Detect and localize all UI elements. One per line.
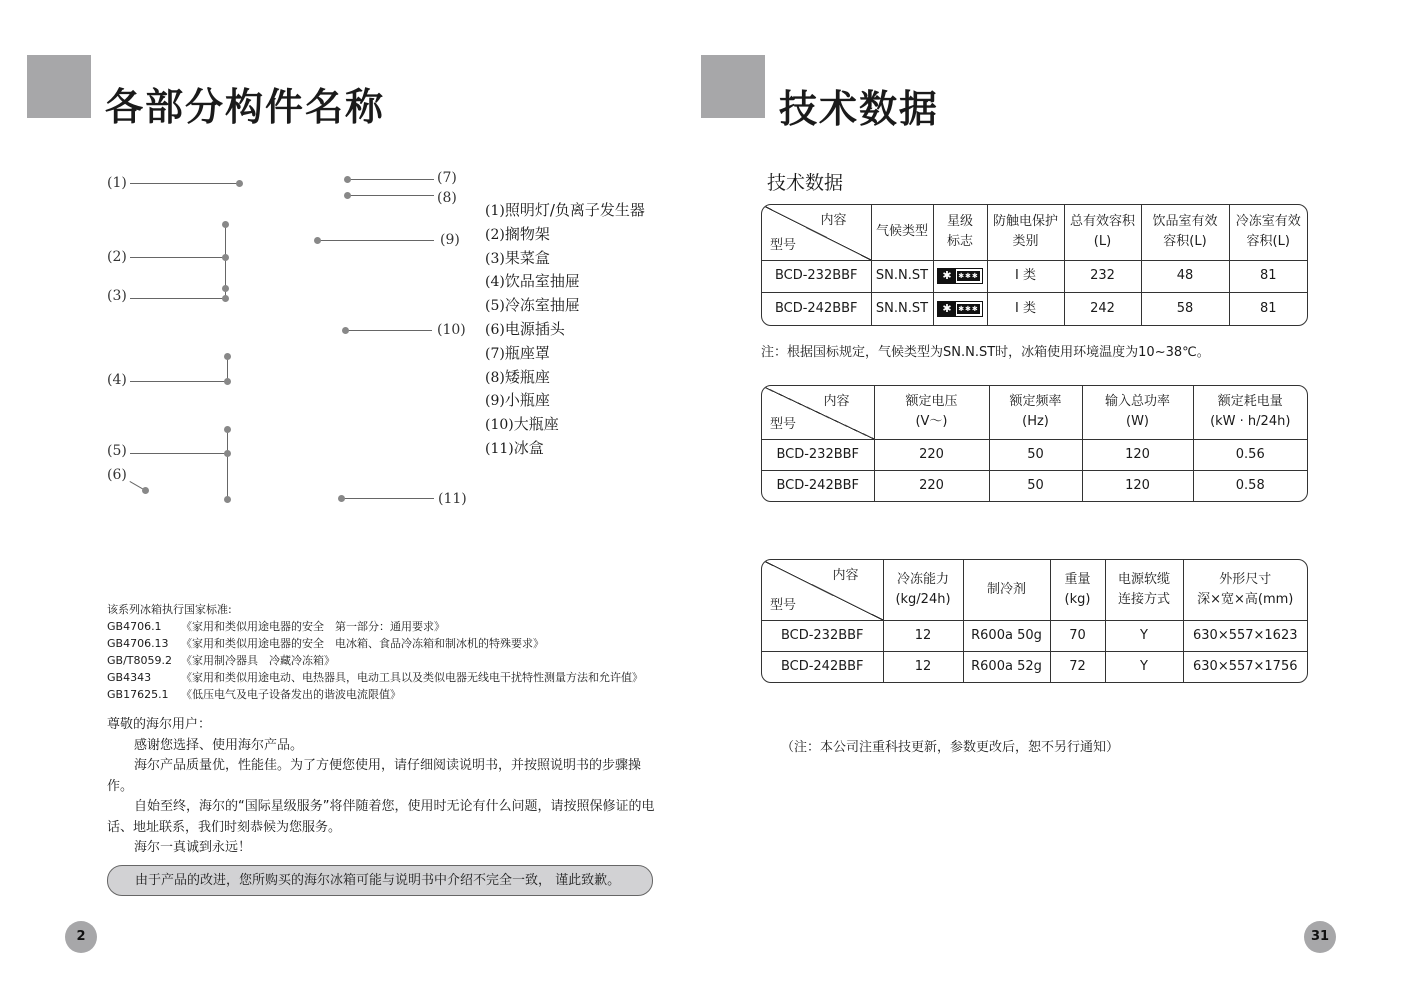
right-title-block <box>701 55 765 118</box>
table-cell: 50 <box>989 439 1082 470</box>
table-cell: 50 <box>989 470 1082 501</box>
table-cell: Ⅰ 类 <box>987 260 1064 293</box>
table-row <box>762 620 1307 651</box>
letter-paragraph: 海尔一真诚到永远！ <box>134 840 252 855</box>
table1-header: 星级 标志 <box>933 205 987 260</box>
diagram-label-7: (7) <box>437 170 457 186</box>
table-cell: 630×557×1623 <box>1183 620 1307 651</box>
table-cell: Ⅰ 类 <box>987 293 1064 325</box>
table-row <box>762 651 1307 682</box>
table-cell <box>933 260 987 293</box>
table-cell: 232 <box>1064 260 1141 293</box>
table2-header: 额定电压 (V～) <box>874 386 989 439</box>
model-cell: BCD-242BBF <box>762 651 883 682</box>
list-item: (8)矮瓶座 <box>485 367 550 386</box>
parts-list <box>485 199 645 461</box>
table-cell: R600a 50g <box>963 620 1050 651</box>
table2-header: 输入总功率 (W) <box>1082 386 1193 439</box>
table1-corner: 内容 型号 <box>762 205 871 260</box>
table-cell: 0.56 <box>1193 439 1307 470</box>
table-row <box>762 293 1307 325</box>
right-page-title: 技术数据 <box>779 87 940 131</box>
table-cell: 242 <box>1064 293 1141 325</box>
diagram-label-1: (1) <box>107 175 127 191</box>
list-item: (6)电源插头 <box>485 319 565 338</box>
climate-note: 注：根据国标规定，气候类型为SN.N.ST时，冰箱使用环境温度为10~38℃。 <box>761 345 1210 360</box>
list-item: (1)照明灯/负离子发生器 <box>485 201 645 219</box>
list-item: (3)果菜盒 <box>485 248 550 267</box>
star-rating-icon: ✱ ✱✱✱ <box>937 268 983 284</box>
letter-paragraph: 感谢您选择、使用海尔产品。 <box>134 737 304 753</box>
table-cell: 58 <box>1141 293 1229 325</box>
list-item: (10)大瓶座 <box>485 415 559 434</box>
diagram-label-4: (4) <box>107 372 127 388</box>
star-rating-icon: ✱ ✱✱✱ <box>937 301 983 317</box>
standard-row: GB4343 《家用和类似用途电动、电热器具，电动工具以及类似电器无线电干扰特性测量方法和允许值》 <box>107 671 643 684</box>
list-item: (7)瓶座罩 <box>485 343 550 362</box>
table3-header: 冷冻能力 (kg/24h) <box>883 560 963 620</box>
table1-header: 饮品室有效 容积(L) <box>1141 205 1229 260</box>
diagram-label-8: (8) <box>437 190 457 206</box>
table-cell: 120 <box>1082 439 1193 470</box>
diagram-label-3: (3) <box>107 288 127 304</box>
diagram-label-6: (6) <box>107 467 127 483</box>
table-cell <box>933 293 987 325</box>
spec-table-3 <box>761 559 1308 683</box>
standard-row: GB4706.1 《家用和类似用途电器的安全 第一部分：通用要求》 <box>107 620 445 633</box>
standard-row: GB17625.1 《低压电气及电子设备发出的谐波电流限值》 <box>107 688 401 701</box>
table-cell: 70 <box>1050 620 1105 651</box>
standards-block <box>107 601 643 703</box>
model-cell: BCD-232BBF <box>762 260 871 293</box>
table1-header: 总有效容积 (L) <box>1064 205 1141 260</box>
table-cell: R600a 52g <box>963 651 1050 682</box>
page-number-left: 2 <box>65 921 97 953</box>
table-cell: 220 <box>874 439 989 470</box>
customer-letter <box>107 715 655 859</box>
model-cell: BCD-232BBF <box>762 439 874 470</box>
table-cell: 220 <box>874 470 989 501</box>
standards-title: 该系列冰箱执行国家标准: <box>107 603 232 616</box>
list-item: (5)冷冻室抽屉 <box>485 296 580 315</box>
model-cell: BCD-242BBF <box>762 293 871 325</box>
table3-header: 电源软缆 连接方式 <box>1105 560 1183 620</box>
table1-header: 冷冻室有效 容积(L) <box>1229 205 1307 260</box>
table3-header: 外形尺寸 深×宽×高(mm) <box>1183 560 1307 620</box>
table2-header: 额定耗电量 (kW · h/24h) <box>1193 386 1307 439</box>
table-cell: 0.58 <box>1193 470 1307 501</box>
diagram-label-11: (11) <box>438 491 467 507</box>
table3-header: 制冷剂 <box>963 560 1050 620</box>
page-number-right: 31 <box>1304 921 1336 953</box>
standard-row: GB/T8059.2 《家用制冷器具 冷藏冷冻箱》 <box>107 654 335 667</box>
table-cell: 81 <box>1229 260 1307 293</box>
list-item: (2)搁物架 <box>485 224 550 243</box>
update-note: （注：本公司注重科技更新，参数更改后，恕不另行通知） <box>781 740 1120 755</box>
table-cell: 12 <box>883 620 963 651</box>
table-cell: Y <box>1105 620 1183 651</box>
table-row <box>762 470 1307 501</box>
notice-banner: 由于产品的改进，您所购买的海尔冰箱可能与说明书中介绍不完全一致， 谨此致歉。 <box>107 865 653 896</box>
model-cell: BCD-232BBF <box>762 620 883 651</box>
table3-corner: 内容 型号 <box>762 560 883 620</box>
diagram-label-10: (10) <box>437 322 466 338</box>
table2-header: 额定频率 (Hz) <box>989 386 1082 439</box>
diagram-label-2: (2) <box>107 249 127 265</box>
diagram-label-9: (9) <box>440 232 460 248</box>
table-cell: SN.N.ST <box>871 293 933 325</box>
list-item: (4)饮品室抽屉 <box>485 272 580 291</box>
table1-header: 气候类型 <box>871 205 933 260</box>
letter-greeting: 尊敬的海尔用户： <box>107 717 212 732</box>
table-row <box>762 439 1307 470</box>
table-cell: 120 <box>1082 470 1193 501</box>
left-title-block <box>27 55 91 118</box>
letter-paragraph: 海尔产品质量优，性能佳。为了方便您使用，请仔细阅读说明书，并按照说明书的步骤操作。 <box>107 758 642 794</box>
model-cell: BCD-242BBF <box>762 470 874 501</box>
table-cell: 630×557×1756 <box>1183 651 1307 682</box>
list-item: (9)小瓶座 <box>485 391 550 410</box>
table-cell: 81 <box>1229 293 1307 325</box>
table-cell: 12 <box>883 651 963 682</box>
list-item: (11)冰盒 <box>485 438 544 457</box>
table3-header: 重量 (kg) <box>1050 560 1105 620</box>
table-row <box>762 260 1307 293</box>
table1-header: 防触电保护 类别 <box>987 205 1064 260</box>
table-cell: 48 <box>1141 260 1229 293</box>
letter-paragraph: 自始至终，海尔的“国际星级服务”将伴随着您，使用时无论有什么问题，请按照保修证的电话、地址联系，我们时刻恭候为您服务。 <box>107 799 655 835</box>
table-cell: SN.N.ST <box>871 260 933 293</box>
left-page-title: 各部分构件名称 <box>105 85 386 129</box>
table-cell: Y <box>1105 651 1183 682</box>
table2-corner: 内容 型号 <box>762 386 874 439</box>
spec-table-2 <box>761 385 1308 502</box>
standard-row: GB4706.13 《家用和类似用途电器的安全 电冰箱、食品冷冻箱和制冰机的特殊要求》 <box>107 637 544 650</box>
section-subtitle: 技术数据 <box>767 172 844 194</box>
diagram-label-5: (5) <box>107 443 127 459</box>
table-cell: 72 <box>1050 651 1105 682</box>
spec-table-1 <box>761 204 1308 326</box>
